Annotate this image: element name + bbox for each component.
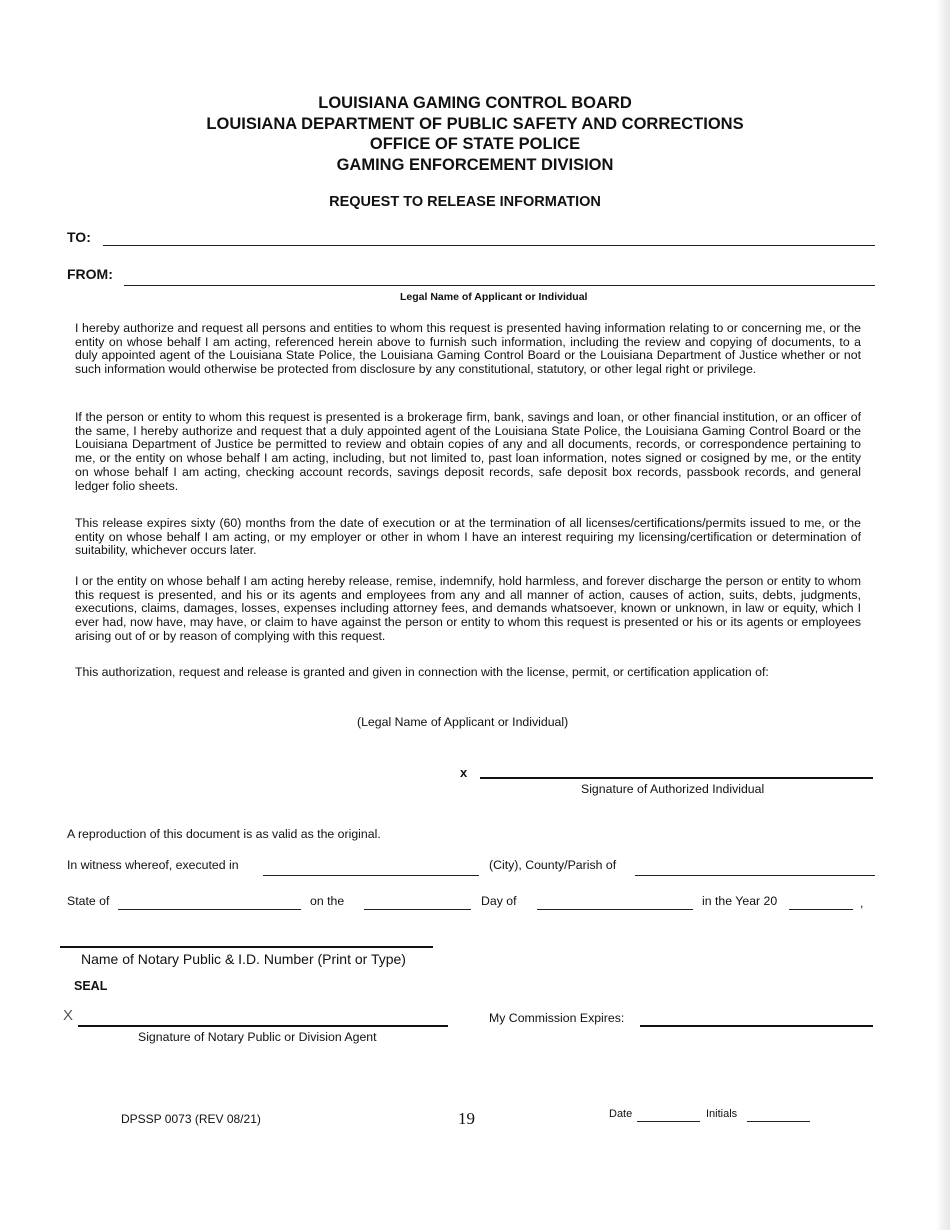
notary-signature-field[interactable] — [78, 1025, 448, 1027]
notary-name-caption: Name of Notary Public & I.D. Number (Print or Type) — [81, 951, 406, 967]
signature-x-mark: x — [460, 765, 468, 780]
to-label: TO: — [67, 229, 91, 245]
notary-signature-caption: Signature of Notary Public or Division Agent — [138, 1030, 377, 1044]
city-county-label: (City), County/Parish of — [489, 858, 617, 872]
form-number: DPSSP 0073 (REV 08/21) — [121, 1112, 261, 1126]
reproduction-note: A reproduction of this document is as valid as the original. — [67, 827, 381, 841]
notary-x-mark: X — [63, 1007, 74, 1024]
header-agency-4: GAMING ENFORCEMENT DIVISION — [336, 156, 614, 174]
commission-expires-field[interactable] — [640, 1025, 873, 1027]
form-title: REQUEST TO RELEASE INFORMATION — [329, 194, 601, 210]
authorized-signature-field[interactable] — [480, 777, 873, 779]
from-caption: Legal Name of Applicant or Individual — [400, 291, 588, 303]
date-field[interactable] — [637, 1121, 700, 1122]
year-label: in the Year 20 — [702, 894, 778, 908]
from-label: FROM: — [67, 266, 113, 282]
executed-in-label: In witness whereof, executed in — [67, 858, 239, 872]
header-agency-1: LOUISIANA GAMING CONTROL BOARD — [318, 94, 632, 112]
header-agency-3: OFFICE OF STATE POLICE — [369, 135, 581, 153]
day-of-label: Day of — [481, 894, 517, 908]
paragraph-expiration: This release expires sixty (60) months from the date of execution or at the termination of all licenses/certifications/permits issued to me, or the entity on whose behalf I am acting, or my employer or other in whom I have an interest requiring my licensing/certification or determination of suitability, whichever occurs later. — [75, 516, 861, 558]
state-field[interactable] — [118, 909, 301, 910]
paragraph-release: I or the entity on whose behalf I am acting hereby release, remise, indemnify, hold harmless, and forever discharge the person or entity to whom this request is presented, and his or its agents and employees from any and all manner of action, causes of action, suits, debts, judgments, executions, claims, damages, losses, expenses including attorney fees, and demands whatsoever, known or unknown, in law or equity, which I ever had, now have, may have, or claim to have against the person or entity to whom this request is presented or his or its agents or employees arising out of or by reason of complying with this request. — [75, 574, 861, 643]
on-the-label: on the — [310, 894, 345, 908]
executed-in-field[interactable] — [263, 875, 479, 876]
paragraph-connection: This authorization, request and release is granted and given in connection with the license, permit, or certification application of: — [75, 665, 769, 679]
from-field[interactable] — [124, 285, 875, 286]
initials-label: Initials — [706, 1108, 738, 1120]
month-field[interactable] — [537, 909, 693, 910]
seal-label: SEAL — [74, 979, 108, 993]
initials-field[interactable] — [747, 1121, 810, 1122]
state-of-label: State of — [67, 894, 110, 908]
page-number: 19 — [458, 1109, 475, 1128]
paragraph-financial: If the person or entity to whom this request is presented is a brokerage firm, bank, savings and loan, or other financial institution, or an officer of the same, I hereby authorize and request that a duly appointed agent of the Louisiana State Police, the Louisiana Gaming Control Board or the Louisiana Department of Justice be permitted to review and obtain copies of any and all documents, records, or correspondence pertaining to me, or the entity on whose behalf I am acting, including, but not limited to, past loan information, notes signed or cosigned by me, or the entity on whose behalf I am acting, checking account records, savings deposit records, safe deposit box records, passbook records, and general ledger folio sheets. — [75, 410, 861, 493]
county-parish-field[interactable] — [635, 875, 875, 876]
authorized-signature-caption: Signature of Authorized Individual — [581, 782, 765, 796]
notary-name-field[interactable] — [60, 946, 433, 948]
to-field[interactable] — [103, 245, 875, 246]
applicant-name-caption: (Legal Name of Applicant or Individual) — [357, 715, 569, 729]
year-field[interactable] — [789, 909, 853, 910]
day-number-field[interactable] — [364, 909, 471, 910]
page-edge-shadow — [936, 0, 950, 1230]
year-comma: , — [860, 896, 864, 910]
commission-expires-label: My Commission Expires: — [489, 1011, 625, 1025]
paragraph-authorization: I hereby authorize and request all persons and entities to whom this request is presented having information relating to or concerning me, or the entity on whose behalf I am acting, referenced herein above to furnish such information, including the review and copying of documents, to a duly appointed agent of the Louisiana State Police, the Louisiana Gaming Control Board or the Louisiana Department of Justice whether or not such information would otherwise be protected from disclosure by any constitutional, statutory, or other legal right or privilege. — [75, 321, 861, 377]
header-agency-2: LOUISIANA DEPARTMENT OF PUBLIC SAFETY AND CORRECTIONS — [206, 115, 744, 133]
date-label: Date — [609, 1108, 633, 1120]
